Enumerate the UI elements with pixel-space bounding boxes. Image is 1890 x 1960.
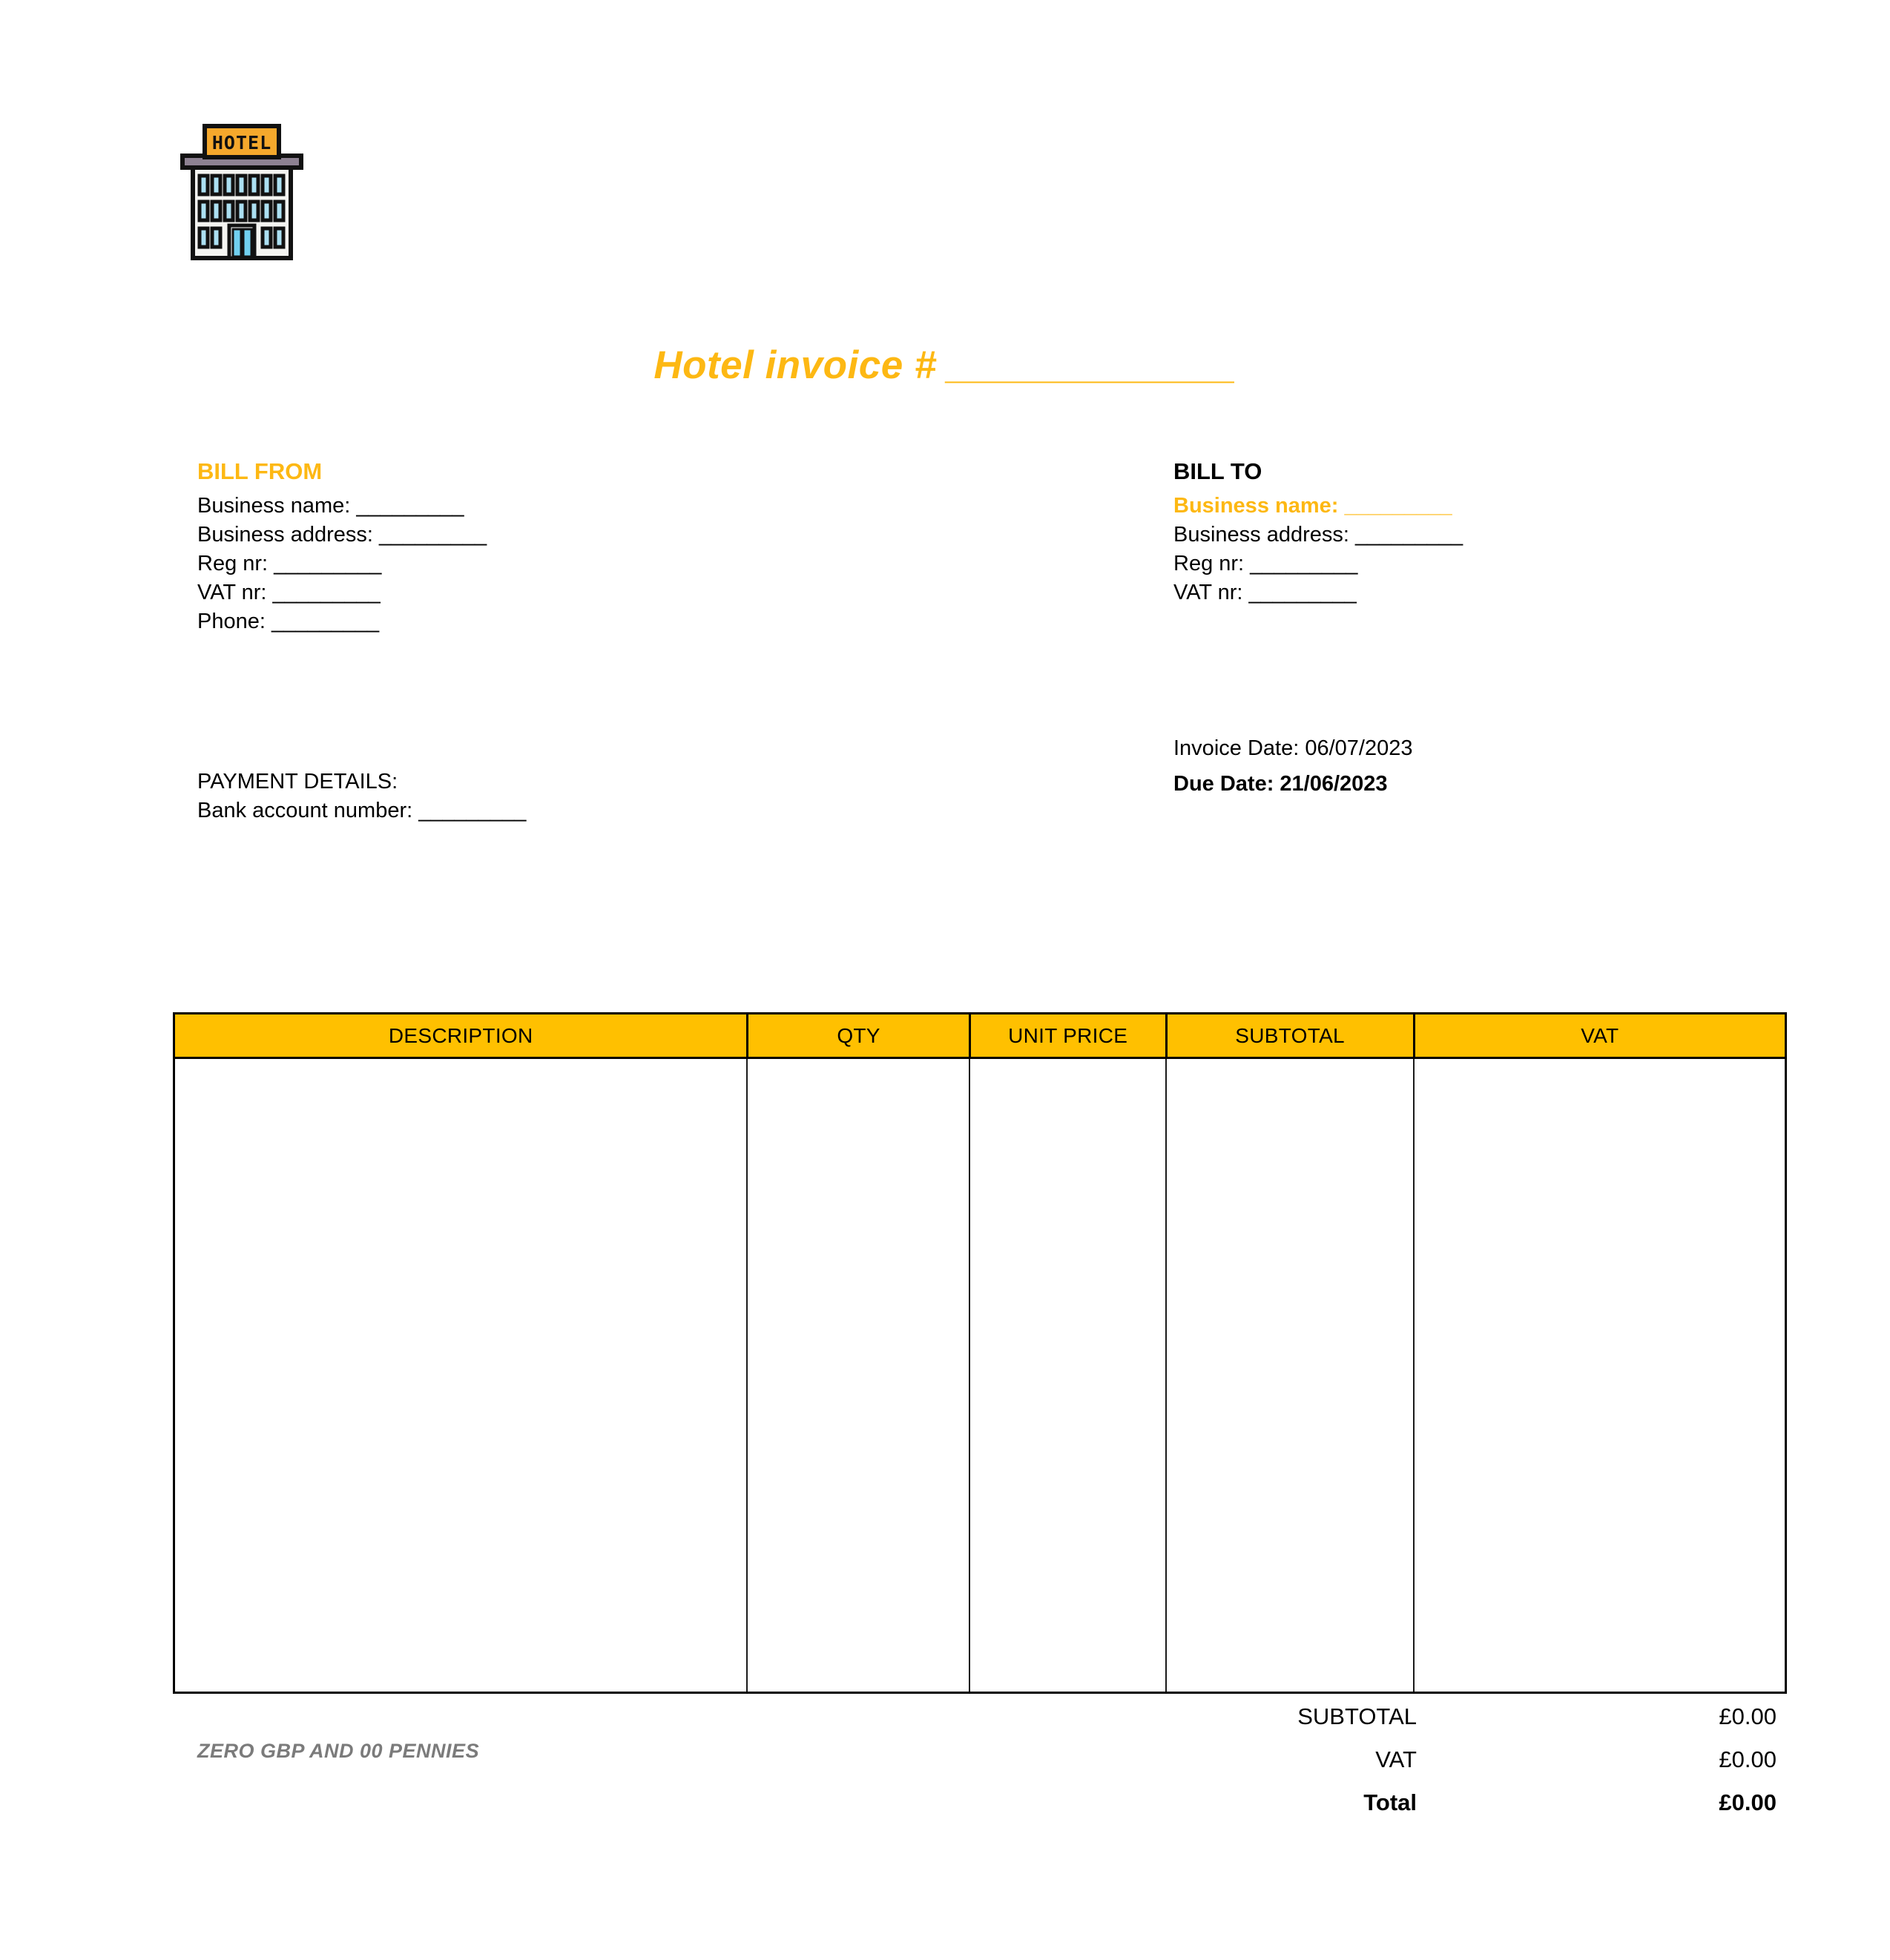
cell-description[interactable] (175, 1059, 746, 1692)
amount-in-words: ZERO GBP AND 00 PENNIES (197, 1740, 480, 1762)
subtotal-label: SUBTOTAL (1297, 1703, 1417, 1729)
cell-vat[interactable] (1413, 1059, 1785, 1692)
invoice-date-line: Invoice Date: 06/07/2023 (1173, 736, 1413, 760)
bill-from-business-address-blank[interactable]: _________ (379, 523, 487, 547)
hotel-building-icon (169, 117, 314, 269)
col-header-subtotal: SUBTOTAL (1165, 1014, 1413, 1057)
total-row (173, 1781, 1787, 1824)
payment-details-heading: PAYMENT DETAILS: (197, 770, 398, 793)
bill-to-business-name: Business name: _________ (1173, 494, 1452, 518)
due-date-value: 21/06/2023 (1280, 772, 1388, 796)
page-title-text: Hotel invoice # (653, 343, 937, 387)
bill-to-vat-nr: VAT nr: _________ (1173, 581, 1357, 604)
bill-from-business-address: Business address: _________ (197, 523, 487, 547)
bill-from-section (197, 458, 487, 636)
total-value: £0.00 (1719, 1789, 1777, 1815)
bill-to-reg-nr-blank[interactable]: _________ (1250, 552, 1358, 575)
vat-value: £0.00 (1719, 1746, 1777, 1772)
bill-to-business-address-blank[interactable]: _________ (1355, 523, 1463, 547)
bill-from-reg-nr-blank[interactable]: _________ (274, 552, 382, 575)
bill-to-business-address: Business address: _________ (1173, 523, 1463, 547)
bill-to-section (1173, 458, 1463, 607)
page-title (0, 343, 1890, 388)
cell-unit-price[interactable] (969, 1059, 1165, 1692)
bill-from-vat-nr: VAT nr: _________ (197, 581, 381, 604)
subtotal-value: £0.00 (1719, 1703, 1777, 1729)
bill-from-business-name: Business name: _________ (197, 494, 464, 518)
subtotal-row (173, 1695, 1787, 1738)
table-body-row (173, 1059, 1787, 1694)
hotel-sign-label: HOTEL (211, 132, 272, 154)
bill-to-business-name-blank[interactable]: _________ (1344, 494, 1452, 518)
cell-subtotal[interactable] (1165, 1059, 1413, 1692)
hotel-door (229, 225, 254, 258)
table-header-row (173, 1012, 1787, 1059)
bill-to-vat-nr-blank[interactable]: _________ (1248, 581, 1357, 604)
vat-label: VAT (1375, 1746, 1417, 1772)
cell-qty[interactable] (746, 1059, 968, 1692)
invoice-number-blank[interactable]: _____________ (946, 343, 1237, 387)
bank-account-number-blank[interactable]: _________ (418, 799, 527, 822)
bill-from-phone-blank[interactable]: _________ (271, 610, 380, 633)
payment-details-section (197, 768, 526, 825)
bill-from-phone: Phone: _________ (197, 610, 380, 633)
due-date-line: Due Date: 21/06/2023 (1173, 772, 1388, 796)
bill-to-heading: BILL TO (1173, 458, 1262, 484)
bill-from-reg-nr: Reg nr: _________ (197, 552, 382, 575)
col-header-unit-price: UNIT PRICE (969, 1014, 1165, 1057)
bill-from-vat-nr-blank[interactable]: _________ (272, 581, 381, 604)
bill-from-business-name-blank[interactable]: _________ (356, 494, 464, 518)
invoice-date-value: 06/07/2023 (1305, 736, 1413, 760)
total-label: Total (1363, 1789, 1417, 1815)
col-header-description: DESCRIPTION (388, 1023, 533, 1047)
col-header-vat: VAT (1413, 1014, 1785, 1057)
bill-from-heading: BILL FROM (197, 458, 323, 484)
line-items-table (173, 1012, 1787, 1694)
bill-to-reg-nr: Reg nr: _________ (1173, 552, 1358, 575)
bank-account-number-line: Bank account number: _________ (197, 799, 527, 822)
invoice-dates (1173, 730, 1412, 802)
col-header-qty: QTY (746, 1014, 968, 1057)
